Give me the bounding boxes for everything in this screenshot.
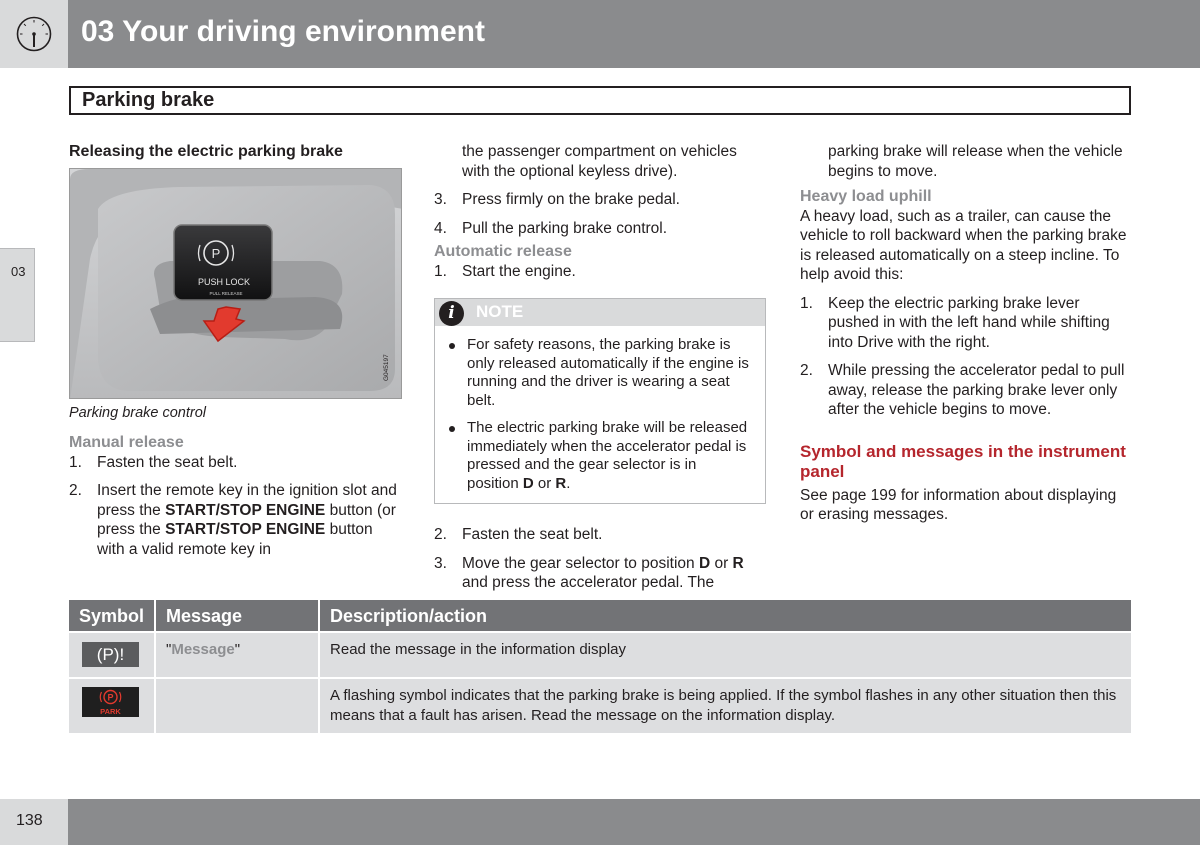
figure-code: G045197 [383, 353, 390, 381]
releasing-heading: Releasing the electric parking brake [69, 143, 343, 160]
automatic-release-steps [434, 262, 766, 282]
column-header-description: Description/action [319, 600, 1131, 632]
manual-release-steps [69, 453, 404, 560]
manual-release-heading: Manual release [69, 434, 184, 451]
symbol-cell [69, 678, 155, 733]
bold-term: D [698, 554, 711, 572]
automatic-release-heading: Automatic release [434, 243, 572, 260]
step-text: Pull the parking brake control. [462, 219, 668, 237]
bold-term: R [555, 474, 567, 492]
symbols-text: See page 199 for information about displaying or erasing messages. [800, 486, 1117, 523]
table-header-row [69, 600, 1131, 632]
step-text: Start the engine. [462, 262, 576, 280]
step-text: button (or press the [97, 501, 396, 538]
step-number: 2. [69, 482, 82, 499]
step-text: Keep the electric parking brake lever pushed in with the left hand while shifting into Drive with the right. [828, 294, 1110, 351]
gauge-icon [16, 16, 52, 52]
column-1 [69, 142, 404, 568]
bold-term: START/STOP ENGINE [165, 501, 326, 519]
column-2 [434, 142, 766, 602]
note-title: NOTE [476, 302, 524, 321]
list-item [434, 219, 766, 239]
description-cell: Read the message in the information display [319, 632, 1131, 678]
section-title-box [69, 86, 1131, 115]
step-text: Fasten the seat belt. [97, 453, 238, 471]
step-text: While pressing the accelerator pedal to pull away, release the parking brake lever only after the vehicle begins to move. [828, 362, 1125, 418]
message-placeholder: Message [171, 641, 235, 658]
step-text: Fasten the seat belt. [462, 526, 603, 543]
step-number: 3. [434, 191, 447, 208]
park-label: PARK [100, 707, 121, 716]
table-row [69, 632, 1131, 678]
bullet-text: or [533, 474, 556, 492]
column-header-message: Message [155, 600, 319, 632]
parking-brake-figure [69, 168, 402, 399]
chapter-side-tab[interactable] [0, 248, 35, 342]
list-item [434, 525, 766, 545]
column-header-symbol: Symbol [69, 600, 155, 632]
section-title: Parking brake [82, 89, 215, 111]
continued-text: the passenger compartment on vehicles with the optional keyless drive). [462, 143, 737, 180]
description-cell: A flashing symbol indicates that the parking brake is being applied. If the symbol flashes in any other situation then this means that a fault has arisen. Read the message on the information display. [319, 678, 1131, 733]
column-3 [800, 142, 1131, 525]
step-text: Press firmly on the brake pedal. [462, 191, 680, 208]
bold-term: R [732, 554, 744, 572]
table-row [69, 678, 1131, 733]
heavy-load-steps [800, 294, 1131, 420]
svg-text:P: P [211, 245, 221, 261]
step-text: or [710, 554, 733, 572]
chapter-title: 03 Your driving environment [81, 15, 485, 48]
message-cell [155, 632, 319, 678]
message-cell [155, 678, 319, 733]
parking-brake-illustration [70, 169, 402, 399]
push-lock-label: PUSH LOCK [197, 276, 251, 287]
step-text: and press the accelerator pedal. The [462, 574, 715, 591]
step-number: 1. [434, 262, 447, 280]
list-item [434, 262, 766, 282]
note-bullet: For safety reasons, the parking brake is only released automatically if the engine is running and the driver is wearing a seat belt. [447, 336, 751, 410]
parking-brake-fault-icon: (P)! [82, 642, 139, 667]
pull-release-label: PULL RELEASE [209, 290, 243, 296]
step-text: Move the gear selector to position [462, 554, 699, 572]
step-number: 3. [434, 554, 447, 572]
note-header [435, 299, 765, 326]
bullet-text: . [566, 474, 571, 492]
quote-mark: " [166, 641, 172, 658]
list-item [434, 554, 766, 593]
step-text: Insert the remote key in the ignition slot and press the [97, 482, 397, 519]
step-number: 2. [800, 362, 813, 379]
step-number: 1. [69, 453, 82, 471]
page-number: 138 [16, 812, 43, 829]
continued-text: parking brake will release when the vehicle begins to move. [828, 143, 1123, 180]
list-item [800, 294, 1131, 353]
side-tab-label: 03 [11, 264, 26, 279]
heavy-load-heading: Heavy load uphill [800, 188, 932, 205]
symbol-message-table [69, 600, 1131, 733]
quote-mark: " [234, 641, 241, 658]
bullet-text: The electric parking brake will be released immediately when the accelerator pedal is pressed and the gear selector is in position [467, 419, 748, 492]
note-bullet [447, 419, 751, 493]
header-icon-panel [0, 0, 68, 68]
heavy-load-text: A heavy load, such as a trailer, can cause the vehicle to roll backward when the parking brake is released automatically on a steep incline. To help avoid this: [800, 207, 1127, 283]
bold-term: D [522, 474, 534, 492]
header-bar [0, 0, 1200, 68]
svg-text:P: P [107, 692, 114, 703]
symbols-heading: Symbol and messages in the instrument panel [800, 441, 1126, 481]
step-number: 4. [434, 219, 447, 237]
list-item [69, 453, 404, 473]
note-box [434, 298, 766, 504]
list-item [69, 481, 404, 559]
step-number: 1. [800, 294, 813, 312]
list-item [434, 190, 766, 210]
step-number: 2. [434, 526, 447, 543]
footer-bar [0, 799, 1200, 845]
list-item [800, 361, 1131, 420]
automatic-release-steps-continued [434, 525, 766, 593]
bold-term: START/STOP ENGINE [165, 521, 326, 538]
park-brake-warning-icon [82, 687, 139, 717]
symbol-cell [69, 632, 155, 678]
figure-caption: Parking brake control [69, 404, 207, 421]
footer-page-panel [0, 799, 68, 845]
info-icon: i [439, 301, 464, 326]
step-text: button with a valid remote key in [97, 521, 373, 558]
note-body [435, 326, 765, 503]
release-steps-continued [434, 190, 766, 238]
